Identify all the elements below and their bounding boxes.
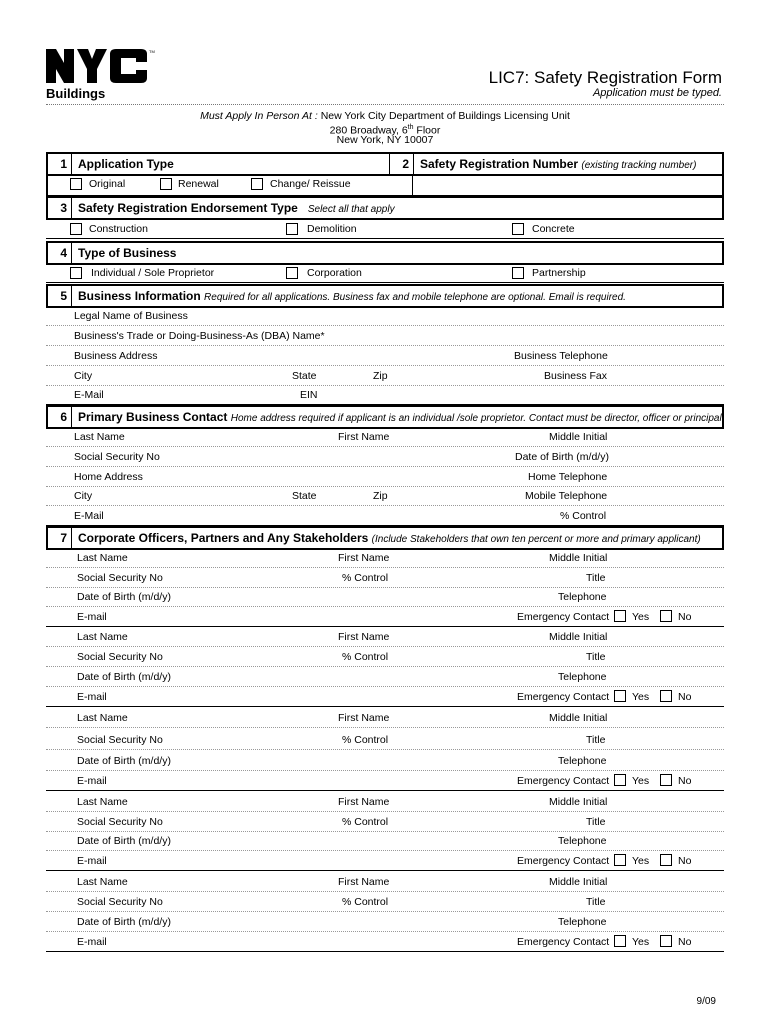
legal-name-row[interactable] xyxy=(46,307,724,326)
concrete-label: Concrete xyxy=(532,223,575,235)
contact-dob-label: Date of Birth (m/d/y) xyxy=(515,451,609,463)
officer-control-label: % Control xyxy=(342,572,389,584)
officer-5-dob-row[interactable]: Date of Birth (m/d/y) Telephone xyxy=(46,913,724,932)
address-prefix: Must Apply In Person At : xyxy=(200,110,318,122)
address-line-1 xyxy=(0,110,770,122)
officer-2-emergency-no-checkbox[interactable] xyxy=(660,690,672,702)
concrete-checkbox[interactable] xyxy=(512,223,524,235)
officer-3-name-row[interactable]: Last Name First Name Middle Initial xyxy=(46,709,724,728)
officer-1-name-row[interactable] xyxy=(46,549,724,568)
officer-3-dob-row[interactable]: Date of Birth (m/d/y) Telephone xyxy=(46,752,724,771)
officer-middle-initial-label: Middle Initial xyxy=(549,552,608,564)
officer-1-emergency-yes-checkbox[interactable] xyxy=(614,610,626,622)
officer-4-emergency-no-checkbox[interactable] xyxy=(660,854,672,866)
demolition-checkbox[interactable] xyxy=(286,223,298,235)
section-7-header xyxy=(46,526,724,550)
no-label: No xyxy=(678,611,692,623)
section-1-2-body xyxy=(46,174,724,197)
officer-3-emergency-no-checkbox[interactable] xyxy=(660,774,672,786)
contact-zip-label: Zip xyxy=(373,490,388,502)
officer-2-dob-row[interactable]: Date of Birth (m/d/y) Telephone xyxy=(46,668,724,687)
endorsement-row xyxy=(46,220,724,239)
original-checkbox[interactable] xyxy=(70,178,82,190)
section-3-header xyxy=(46,196,724,220)
ein-label: EIN xyxy=(300,389,318,401)
brand-subtitle: Buildings xyxy=(46,86,106,101)
dba-row[interactable] xyxy=(46,327,724,346)
corporation-checkbox[interactable] xyxy=(286,267,298,279)
business-email-label: E-Mail xyxy=(74,389,104,401)
officer-2-name-row[interactable]: Last Name First Name Middle Initial xyxy=(46,628,724,647)
header-divider xyxy=(46,104,724,105)
contact-home-telephone-label: Home Telephone xyxy=(528,471,608,483)
officer-2-ssn-row[interactable]: Social Security No % Control Title xyxy=(46,648,724,667)
yes-label: Yes xyxy=(632,611,650,623)
business-state-label: State xyxy=(292,370,317,382)
contact-email-label: E-Mail xyxy=(74,510,104,522)
contact-city-label: City xyxy=(74,490,93,502)
contact-city-row[interactable] xyxy=(46,487,724,506)
construction-label: Construction xyxy=(89,223,148,235)
form-title: LIC7: Safety Registration Form xyxy=(488,68,722,87)
officer-1-ssn-row[interactable] xyxy=(46,569,724,588)
officer-1-email-row[interactable] xyxy=(46,608,724,627)
officer-1-emergency-no-checkbox[interactable] xyxy=(660,610,672,622)
section-1-number: 1 xyxy=(48,154,72,174)
business-address-label: Business Address xyxy=(74,350,158,362)
form-version: 9/09 xyxy=(696,996,716,1007)
change-reissue-checkbox[interactable] xyxy=(251,178,263,190)
section-2-title: Safety Registration Number (existing tracking number) xyxy=(420,157,697,171)
section-1-2-header xyxy=(46,152,724,176)
officer-1-dob-row[interactable] xyxy=(46,588,724,607)
contact-mobile-label: Mobile Telephone xyxy=(525,490,608,502)
officer-dob-label: Date of Birth (m/d/y) xyxy=(77,591,171,603)
contact-ssn-row[interactable] xyxy=(46,448,724,467)
nyc-logo-icon xyxy=(46,46,158,86)
business-fax-label: Business Fax xyxy=(544,370,608,382)
section-6-title: Primary Business Contact Home address required if applicant is an individual /sole proprietor. Contact must be director, officer or principal. xyxy=(78,410,725,424)
section-4-header xyxy=(46,241,724,265)
business-city-row[interactable] xyxy=(46,367,724,386)
section-6-header xyxy=(46,405,724,429)
change-reissue-label: Change/ Reissue xyxy=(270,178,351,190)
officer-title-label: Title xyxy=(586,572,606,584)
svg-text:TM: TM xyxy=(149,49,155,54)
officer-4-emergency-yes-checkbox[interactable] xyxy=(614,854,626,866)
officer-3-ssn-row[interactable]: Social Security No % Control Title xyxy=(46,731,724,750)
officer-2-emergency-yes-checkbox[interactable] xyxy=(614,690,626,702)
business-zip-label: Zip xyxy=(373,370,388,382)
officer-email-label: E-mail xyxy=(77,611,107,623)
officer-telephone-label: Telephone xyxy=(558,591,607,603)
section-3-title: Safety Registration Endorsement Type Select all that apply xyxy=(78,201,395,215)
form-subtitle: Application must be typed. xyxy=(592,87,722,99)
business-telephone-label: Business Telephone xyxy=(514,350,608,362)
officer-first-name-label: First Name xyxy=(338,552,390,564)
contact-ssn-label: Social Security No xyxy=(74,451,160,463)
sole-proprietor-checkbox[interactable] xyxy=(70,267,82,279)
officer-last-name-label: Last Name xyxy=(77,552,128,564)
original-label: Original xyxy=(89,178,126,190)
business-address-row[interactable] xyxy=(46,347,724,366)
section-1-title: Application Type xyxy=(78,157,174,171)
renewal-checkbox[interactable] xyxy=(160,178,172,190)
contact-state-label: State xyxy=(292,490,317,502)
officer-3-email-row[interactable]: E-mail Emergency Contact Yes No xyxy=(46,772,724,791)
section-6-number: 6 xyxy=(48,407,72,427)
partnership-checkbox[interactable] xyxy=(512,267,524,279)
officer-ssn-label: Social Security No xyxy=(77,572,163,584)
business-email-row[interactable] xyxy=(46,386,724,405)
contact-address-row[interactable] xyxy=(46,468,724,487)
contact-last-name-label: Last Name xyxy=(74,431,125,443)
officer-4-ssn-row[interactable]: Social Security No % Control Title xyxy=(46,813,724,832)
contact-first-name-label: First Name xyxy=(338,431,390,443)
officer-2-email-row[interactable]: E-mail Emergency Contact Yes No xyxy=(46,688,724,707)
officer-5-emergency-no-checkbox[interactable] xyxy=(660,935,672,947)
nyc-logo xyxy=(46,46,158,91)
officer-4-email-row[interactable]: E-mail Emergency Contact Yes No xyxy=(46,852,724,871)
section-7-number: 7 xyxy=(48,528,72,548)
section-5-header xyxy=(46,284,724,308)
address-dept: New York City Department of Buildings Licensing Unit xyxy=(320,110,570,122)
corporation-label: Corporation xyxy=(307,267,362,279)
contact-name-row[interactable] xyxy=(46,428,724,447)
section-4-title: Type of Business xyxy=(78,246,177,260)
partnership-label: Partnership xyxy=(532,267,586,279)
address-line-3: New York, NY 10007 xyxy=(336,134,434,146)
section-2-number: 2 xyxy=(390,154,414,174)
officer-5-ssn-row[interactable]: Social Security No % Control Title xyxy=(46,893,724,912)
officer-5-email-row[interactable]: E-mail Emergency Contact Yes No xyxy=(46,933,724,952)
renewal-label: Renewal xyxy=(178,178,219,190)
officer-emergency-label: Emergency Contact xyxy=(517,611,610,623)
business-type-row xyxy=(46,264,724,283)
contact-home-address-label: Home Address xyxy=(74,471,143,483)
contact-email-row[interactable] xyxy=(46,507,724,526)
officer-4-name-row[interactable]: Last Name First Name Middle Initial xyxy=(46,793,724,812)
contact-control-label: % Control xyxy=(560,510,607,522)
section-5-title: Business Information Required for all applications. Business fax and mobile telephone are optional. Email is required. xyxy=(78,289,626,303)
demolition-label: Demolition xyxy=(307,223,357,235)
officer-5-name-row[interactable]: Last Name First Name Middle Initial xyxy=(46,873,724,892)
contact-middle-initial-label: Middle Initial xyxy=(549,431,608,443)
officer-4-dob-row[interactable]: Date of Birth (m/d/y) Telephone xyxy=(46,832,724,851)
section-7-title: Corporate Officers, Partners and Any Stakeholders (Include Stakeholders that own ten percent or more and primary applicant) xyxy=(78,531,701,545)
business-city-label: City xyxy=(74,370,93,382)
officer-5-emergency-yes-checkbox[interactable] xyxy=(614,935,626,947)
sole-proprietor-label: Individual / Sole Proprietor xyxy=(91,267,215,279)
legal-name-label: Legal Name of Business xyxy=(74,310,188,322)
address-line-2: 280 Broadway, 6th Floor xyxy=(329,124,441,137)
dba-label: Business's Trade or Doing-Business-As (DBA) Name* xyxy=(74,330,325,342)
section-5-number: 5 xyxy=(48,286,72,306)
construction-checkbox[interactable] xyxy=(70,223,82,235)
officer-3-emergency-yes-checkbox[interactable] xyxy=(614,774,626,786)
section-3-number: 3 xyxy=(48,198,72,218)
section-4-number: 4 xyxy=(48,243,72,263)
